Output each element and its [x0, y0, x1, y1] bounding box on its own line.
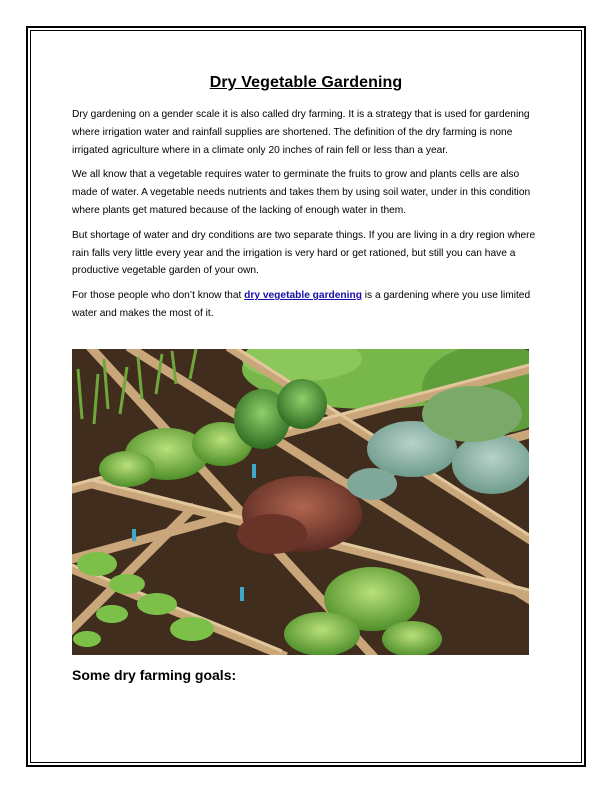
- document-body: [72, 72, 540, 330]
- paragraph-4: [72, 287, 540, 323]
- paragraph-1: Dry gardening on a gender scale it is also called dry farming. It is a strategy that is used for gardening where irrigation water and rainfall supplies are shortened. The definition of the dry farming is none irrigated agriculture where in a climate only 20 inches of rain fell or less than a year.: [72, 109, 530, 156]
- paragraph-4-before: For those people who don’t know that: [72, 290, 245, 302]
- paragraph-4-after: is a gardening where you use limited water and makes the most of it.: [72, 290, 531, 319]
- garden-photo: [72, 349, 529, 655]
- section-subheading: Some dry farming goals:: [72, 667, 237, 683]
- paragraph-2: We all know that a vegetable requires water to germinate the fruits to grow and plants cells are also made of water. A vegetable needs nutrients and takes them by using soil water, under in this condition where plants get matured because of the lacking of enough water in them.: [72, 169, 531, 216]
- dry-vegetable-gardening-link[interactable]: dry vegetable gardening: [244, 290, 362, 302]
- document-title: Dry Vegetable Gardening: [209, 74, 403, 91]
- paragraph-3: But shortage of water and dry conditions are two separate things. If you are living in a dry region where rain falls very little every year and the irrigation is very hard or get rationed, but still you can have a productive vegetable garden of your own.: [72, 229, 536, 277]
